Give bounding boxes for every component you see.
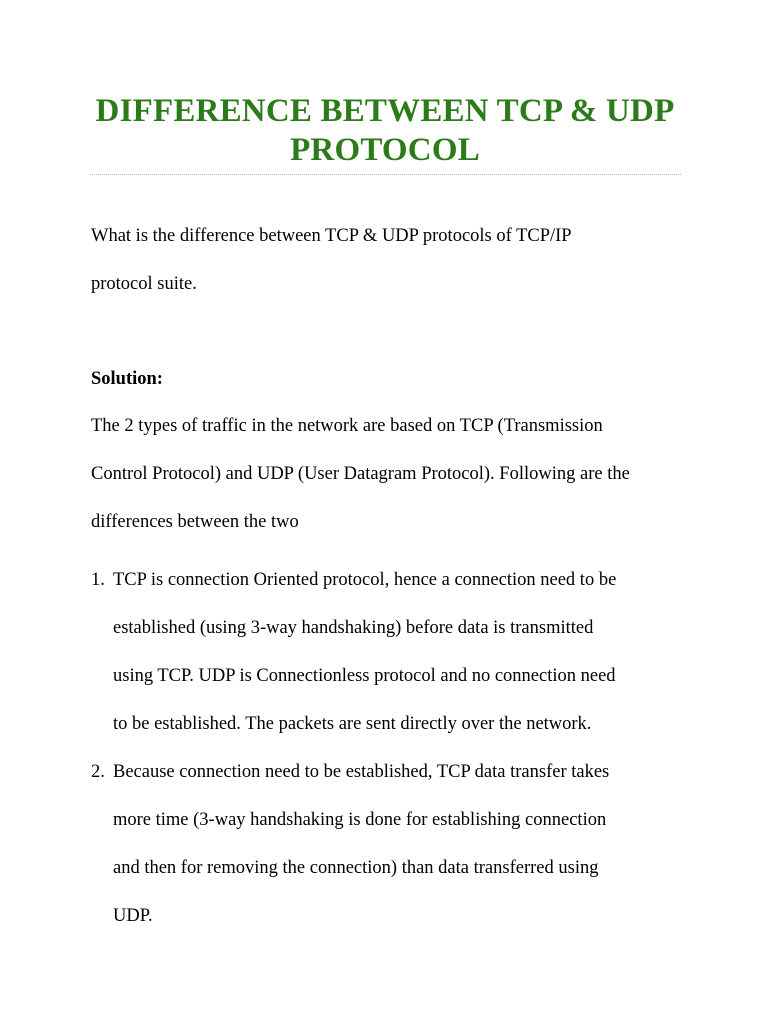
title-line-2: PROTOCOL (290, 132, 480, 168)
title-line-1: DIFFERENCE BETWEEN TCP & UDP (95, 93, 675, 129)
list-item-1-line-3: using TCP. UDP is Connectionless protocol and no connection need (113, 666, 616, 686)
list-item-1-line-1: TCP is connection Oriented protocol, hence a connection need to be (113, 570, 617, 590)
list-number-2: 2. (91, 762, 105, 782)
list-item-1-line-2: established (using 3-way handshaking) before data is transmitted (113, 618, 594, 638)
intro-line-1: The 2 types of traffic in the network are based on TCP (Transmission (91, 416, 603, 436)
title-divider (90, 174, 681, 175)
intro-paragraph (91, 414, 691, 534)
question-line-1: What is the difference between TCP & UDP protocols of TCP/IP (91, 226, 572, 246)
page-title (90, 92, 680, 170)
intro-line-3: differences between the two (91, 512, 299, 532)
differences-list (91, 568, 701, 952)
question-paragraph (91, 224, 691, 296)
list-item-2-line-3: and then for removing the connection) than data transferred using (113, 858, 599, 878)
list-item-2-line-4: UDP. (113, 906, 153, 926)
list-number-1: 1. (91, 570, 105, 590)
solution-heading: Solution: (91, 369, 163, 389)
list-item-2-line-1: Because connection need to be established, TCP data transfer takes (113, 762, 610, 782)
list-item-1 (91, 568, 701, 736)
list-item-1-line-4: to be established. The packets are sent directly over the network. (113, 714, 592, 734)
list-item-2-line-2: more time (3-way handshaking is done for establishing connection (113, 810, 607, 830)
intro-line-2: Control Protocol) and UDP (User Datagram Protocol). Following are the (91, 464, 630, 484)
question-line-2: protocol suite. (91, 274, 197, 294)
list-item-2 (91, 760, 701, 928)
